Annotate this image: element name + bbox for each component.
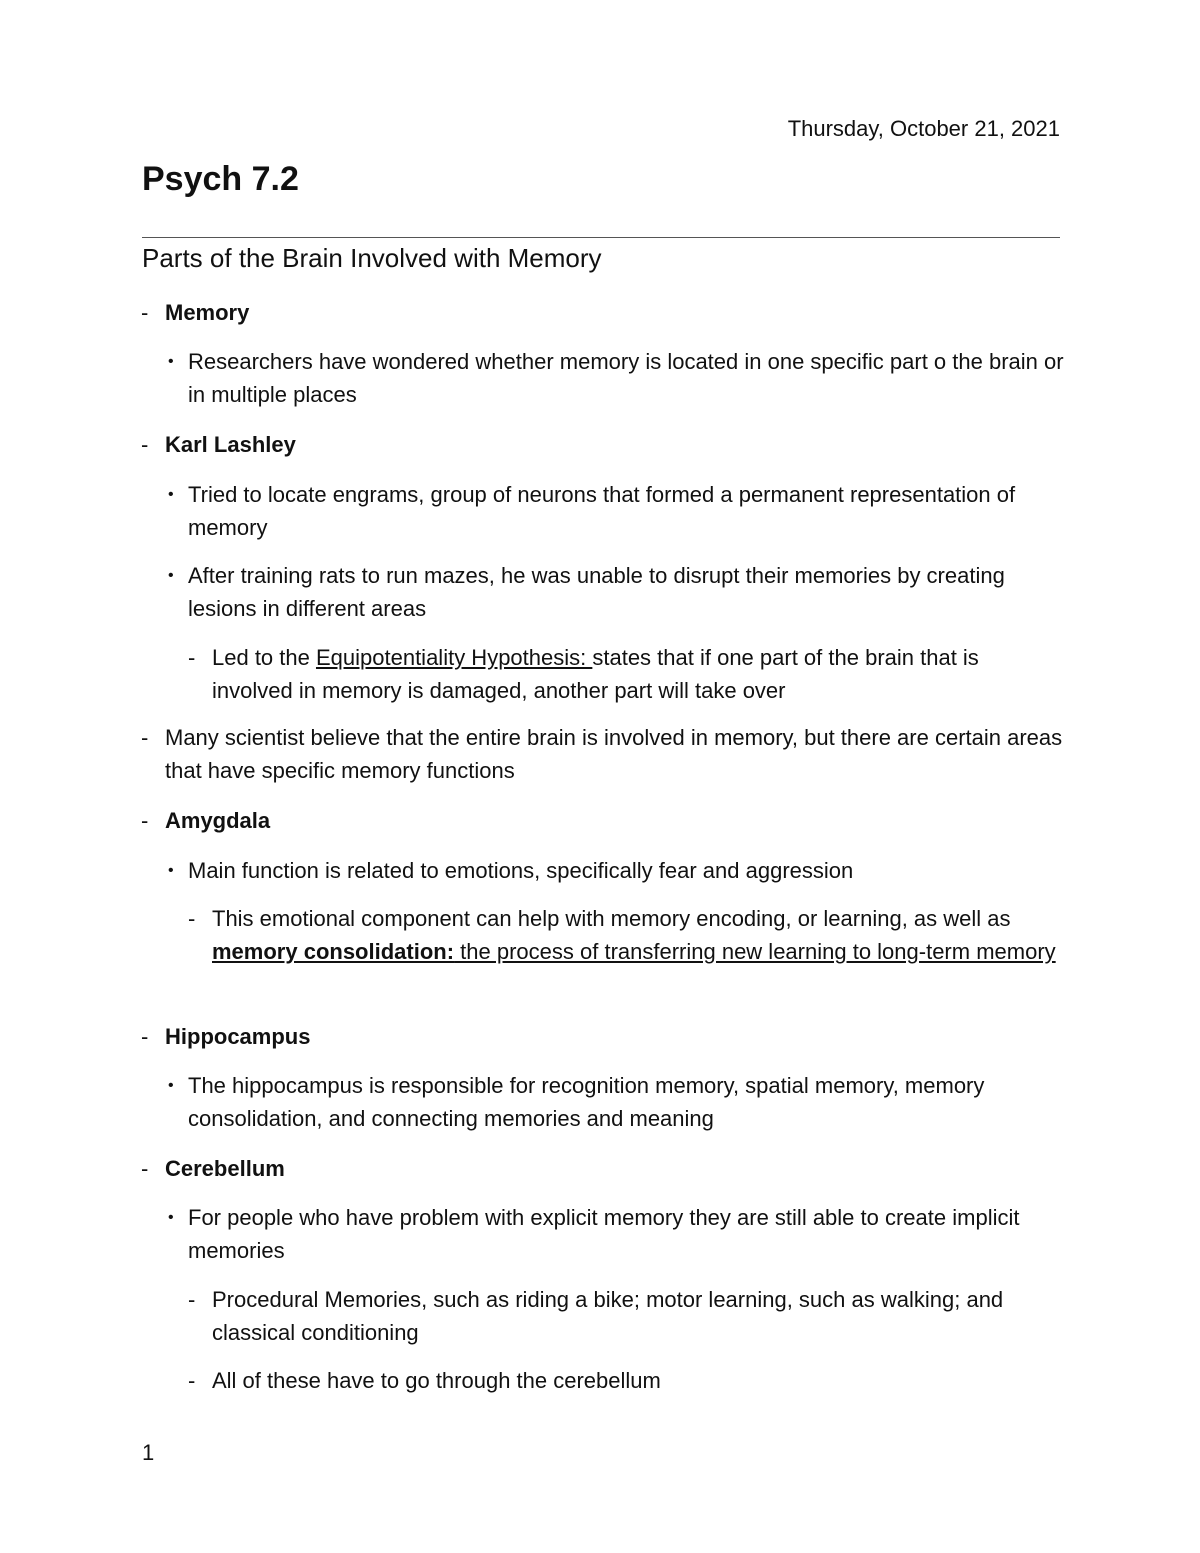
item-label: Amygdala <box>165 808 271 833</box>
item-label: Hippocampus <box>165 1024 311 1049</box>
dash-marker: - <box>141 725 149 750</box>
bullet-marker: • <box>168 1077 174 1094</box>
item-text: Main function is related to emotions, specifically fear and aggression <box>188 858 854 883</box>
page-title: Psych 7.2 <box>142 160 299 198</box>
item-label: Memory <box>165 300 250 325</box>
list-item-hippocampus <box>141 1020 1065 1053</box>
bullet-marker: • <box>168 486 174 503</box>
list-item-lashley-detail-1 <box>188 641 1062 707</box>
item-text: Researchers have wondered whether memory is located in one specific part o the brain or in multiple places <box>188 349 1064 407</box>
list-item-memory-bullet-1 <box>168 345 1068 411</box>
memory-consolidation-term: memory consolidation: <box>212 939 455 964</box>
item-text-prefix: This emotional component can help with memory encoding, or learning, as well as <box>212 906 1011 931</box>
bullet-marker: • <box>168 1209 174 1226</box>
equipotentiality-term: Equipotentiality Hypothesis: <box>315 645 593 670</box>
document-date: Thursday, October 21, 2021 <box>787 116 1060 141</box>
item-text: The hippocampus is responsible for recognition memory, spatial memory, memory consolidation, and connecting memories and meaning <box>188 1073 985 1131</box>
bullet-marker: • <box>168 353 174 370</box>
dash-marker: - <box>188 1287 196 1312</box>
list-item-lashley-bullet-1 <box>168 478 1068 544</box>
dash-marker: - <box>141 300 149 325</box>
bullet-marker: • <box>168 862 174 879</box>
dash-marker: - <box>188 645 196 670</box>
list-item-amygdala-detail-1 <box>188 902 1062 968</box>
item-text: All of these have to go through the cerebellum <box>212 1368 661 1393</box>
item-text: For people who have problem with explicit memory they are still able to create implicit memories <box>188 1205 1020 1263</box>
list-item-cerebellum-detail-2 <box>188 1364 1062 1397</box>
list-item-hippocampus-bullet-1 <box>168 1069 1068 1135</box>
list-item-lashley-bullet-2 <box>168 559 1068 625</box>
item-text-rest: the process of transferring new learning to long-term memory <box>454 939 1056 964</box>
list-item-lashley <box>141 428 1065 461</box>
dash-marker: - <box>188 906 196 931</box>
title-divider <box>142 237 1060 238</box>
dash-marker: - <box>141 432 149 457</box>
list-item-many-scientist <box>141 721 1065 787</box>
section-heading: Parts of the Brain Involved with Memory <box>142 243 602 273</box>
list-item-amygdala <box>141 804 1065 837</box>
page-number: 1 <box>142 1440 155 1465</box>
dash-marker: - <box>141 1024 149 1049</box>
item-text-rest: states that if one part of the brain that is involved in memory is damaged, another part will take over <box>212 645 979 703</box>
item-text: Tried to locate engrams, group of neurons that formed a permanent representation of memory <box>188 482 1016 540</box>
list-item-cerebellum-detail-1 <box>188 1283 1062 1349</box>
list-item-cerebellum-bullet-1 <box>168 1201 1068 1267</box>
dash-marker: - <box>188 1368 196 1393</box>
item-label: Karl Lashley <box>165 432 296 457</box>
list-item-cerebellum <box>141 1152 1065 1185</box>
bullet-marker: • <box>168 567 174 584</box>
item-text: After training rats to run mazes, he was unable to disrupt their memories by creating lesions in different areas <box>188 563 1005 621</box>
item-label: Cerebellum <box>165 1156 285 1181</box>
item-text-prefix: Led to the <box>212 645 316 670</box>
item-text: Procedural Memories, such as riding a bike; motor learning, such as walking; and classical conditioning <box>212 1287 1004 1345</box>
dash-marker: - <box>141 1156 149 1181</box>
list-item-amygdala-bullet-1 <box>168 854 1068 887</box>
dash-marker: - <box>141 808 149 833</box>
item-text: Many scientist believe that the entire brain is involved in memory, but there are certain areas that have specific memory functions <box>165 725 1063 783</box>
list-item-memory <box>141 296 1065 329</box>
